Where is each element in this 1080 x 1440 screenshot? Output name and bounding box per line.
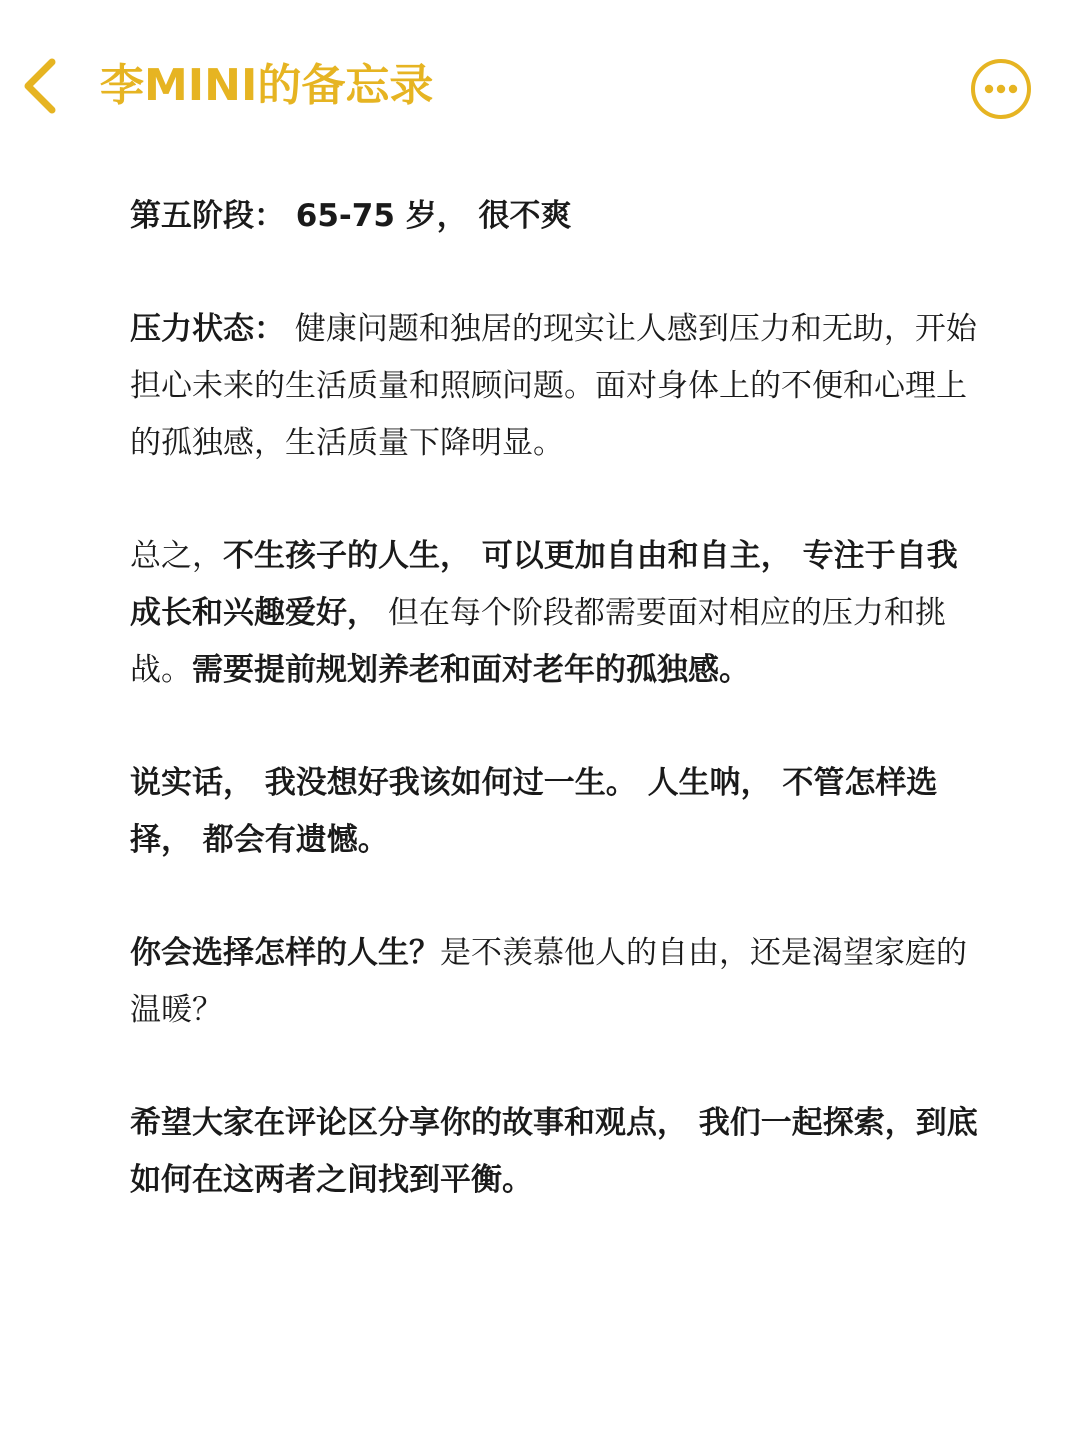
nav-header: [0, 0, 1080, 175]
summary-middle: 但在每个阶段都需要面对相应的压力和挑战。: [130, 595, 946, 688]
summary-paragraph: [130, 528, 980, 699]
summary-bold-1: 不生孩子的人生， 可以更加自由和自主， 专注于自我成长和兴趣爱好，: [130, 538, 958, 631]
pressure-label: 压力状态：: [130, 311, 285, 347]
honest-paragraph: 说实话， 我没想好我该如何过一生。 人生呐， 不管怎样选择， 都会有遗憾。: [130, 765, 938, 858]
pressure-paragraph: [130, 301, 980, 472]
back-chevron-icon[interactable]: [18, 56, 62, 116]
more-options-icon[interactable]: [970, 58, 1032, 120]
pressure-text: 健康问题和独居的现实让人感到压力和无助，开始担心未来的生活质量和照顾问题。面对身体上的不便和心理上的孤独感，生活质量下降明显。: [130, 311, 977, 461]
closing-paragraph: 希望大家在评论区分享你的故事和观点， 我们一起探索，到底如何在这两者之间找到平衡。: [130, 1105, 978, 1198]
question-rest: 是不羡慕他人的自由，还是渴望家庭的温暖？: [130, 935, 967, 1028]
summary-bold-2: 需要提前规划养老和面对老年的孤独感。: [192, 652, 750, 688]
stage-heading: 第五阶段： 65-75 岁， 很不爽: [130, 198, 572, 234]
note-title: 李MINI的备忘录: [100, 60, 434, 111]
summary-prefix: 总之，: [130, 538, 223, 574]
note-body[interactable]: [130, 188, 980, 1265]
question-paragraph: [130, 925, 980, 1039]
question-bold: 你会选择怎样的人生？: [130, 935, 440, 971]
